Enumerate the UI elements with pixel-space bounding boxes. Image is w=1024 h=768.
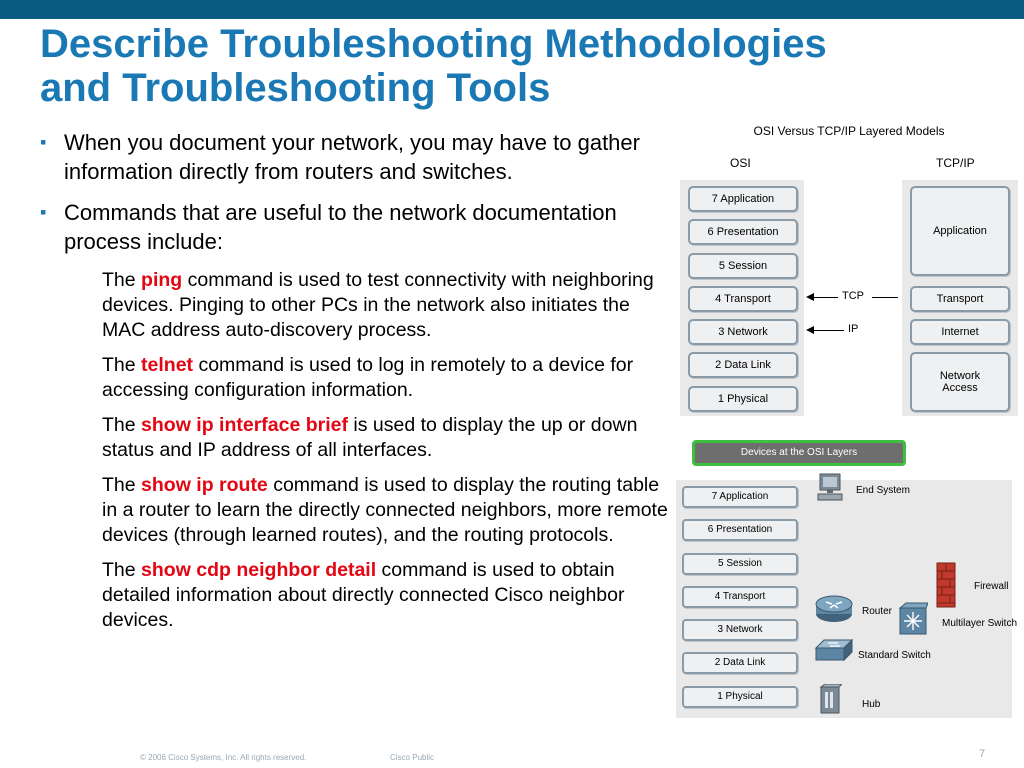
osi-layer-1: 1 Physical xyxy=(688,386,798,412)
ip-label: IP xyxy=(848,323,859,335)
tcpip-internet: Internet xyxy=(910,319,1010,345)
device-label-end-system: End System xyxy=(856,485,910,496)
command-keyword: show ip interface brief xyxy=(141,414,348,436)
devices-banner: Devices at the OSI Layers xyxy=(692,440,906,466)
command-description: command is used to test connectivity with neighboring devices. Pinging to other PCs in the network also initiates the MAC address auto-discovery process. xyxy=(102,269,654,341)
slide-title-line-1: Describe Troubleshooting Methodologies xyxy=(40,22,827,66)
standard-switch-icon xyxy=(814,638,854,664)
device-label-standard-switch: Standard Switch xyxy=(858,650,931,661)
tcpip-panel xyxy=(902,180,1018,416)
device-layer-6: 6 Presentation xyxy=(682,519,798,541)
command-description: command is used to obtain detailed information about directly connected Cisco neighbor devices. xyxy=(102,559,625,631)
figure-title: OSI Versus TCP/IP Layered Models xyxy=(753,124,945,138)
device-label-router: Router xyxy=(862,606,893,617)
command-keyword: telnet xyxy=(141,354,194,376)
device-layer-4: 4 Transport xyxy=(682,586,798,608)
device-layer-3: 3 Network xyxy=(682,619,798,641)
device-layer-2: 2 Data Link xyxy=(682,652,798,674)
osi-column-label: OSI xyxy=(730,156,751,170)
slide-body xyxy=(40,128,670,643)
tcp-arrow xyxy=(806,290,902,304)
command-keyword: ping xyxy=(141,269,183,291)
ip-arrow xyxy=(806,323,902,337)
osi-layer-4: 4 Transport xyxy=(688,286,798,312)
command-show-ip-route xyxy=(102,473,670,548)
firewall-icon xyxy=(936,562,956,608)
command-keyword: show cdp neighbor detail xyxy=(141,559,377,581)
command-prefix: The xyxy=(102,269,142,291)
slide-title xyxy=(40,22,1000,110)
device-label-firewall: Firewall xyxy=(974,581,1009,592)
command-prefix: The xyxy=(102,414,142,436)
footer-copyright: © 2006 Cisco Systems, Inc. All rights reserved. xyxy=(140,753,307,762)
tcpip-network-access: Network Access xyxy=(910,352,1010,412)
bullet-1 xyxy=(40,128,670,186)
device-layer-5: 5 Session xyxy=(682,553,798,575)
command-prefix: The xyxy=(102,474,142,496)
osi-layer-2: 2 Data Link xyxy=(688,352,798,378)
device-layer-1: 1 Physical xyxy=(682,686,798,708)
osi-layer-6: 6 Presentation xyxy=(688,219,798,245)
device-layer-7: 7 Application xyxy=(682,486,798,508)
tcpip-application: Application xyxy=(910,186,1010,276)
bullet-1-text: When you document your network, you may have to gather information directly from routers and switches. xyxy=(64,130,640,184)
osi-panel xyxy=(680,180,804,416)
osi-layer-5: 5 Session xyxy=(688,253,798,279)
top-bar xyxy=(0,0,1024,19)
command-description: command is used to log in remotely to a device for accessing configuration information. xyxy=(102,354,634,401)
tcp-label: TCP xyxy=(842,290,864,302)
command-telnet xyxy=(102,353,670,403)
command-keyword: show ip route xyxy=(141,474,268,496)
multilayer-switch-icon xyxy=(898,602,928,636)
command-show-cdp-neighbor-detail xyxy=(102,558,670,633)
command-ping xyxy=(102,268,670,343)
slide-title-line-2: and Troubleshooting Tools xyxy=(40,66,551,110)
command-description: is used to display the up or down status and IP address of all interfaces. xyxy=(102,414,638,461)
device-label-hub: Hub xyxy=(862,699,881,710)
osi-vs-tcpip-figure xyxy=(676,118,1022,420)
bullet-square-icon: ▪ xyxy=(40,132,47,152)
command-description: command is used to display the routing table in a router to learn the directly connected neighbors, more remote devices (through learned routes), and the routing protocols. xyxy=(102,474,668,546)
devices-panel xyxy=(676,480,1018,718)
tcpip-transport: Transport xyxy=(910,286,1010,312)
device-label-multilayer-switch: Multilayer Switch xyxy=(942,618,1018,629)
bullet-2-text: Commands that are useful to the network documentation process include: xyxy=(64,200,617,254)
bullet-2 xyxy=(40,198,670,256)
footer-classification: Cisco Public xyxy=(390,753,435,762)
hub-icon xyxy=(818,684,842,714)
command-prefix: The xyxy=(102,559,142,581)
page-number: 7 xyxy=(979,748,986,760)
router-icon xyxy=(814,592,854,624)
end-system-pc-icon xyxy=(816,472,844,504)
devices-at-osi-layers-figure xyxy=(676,436,1022,718)
osi-layer-3: 3 Network xyxy=(688,319,798,345)
bullet-square-icon: ▪ xyxy=(40,202,47,222)
command-prefix: The xyxy=(102,354,142,376)
osi-layer-7: 7 Application xyxy=(688,186,798,212)
command-show-ip-interface-brief xyxy=(102,413,670,463)
tcpip-column-label: TCP/IP xyxy=(936,156,975,170)
